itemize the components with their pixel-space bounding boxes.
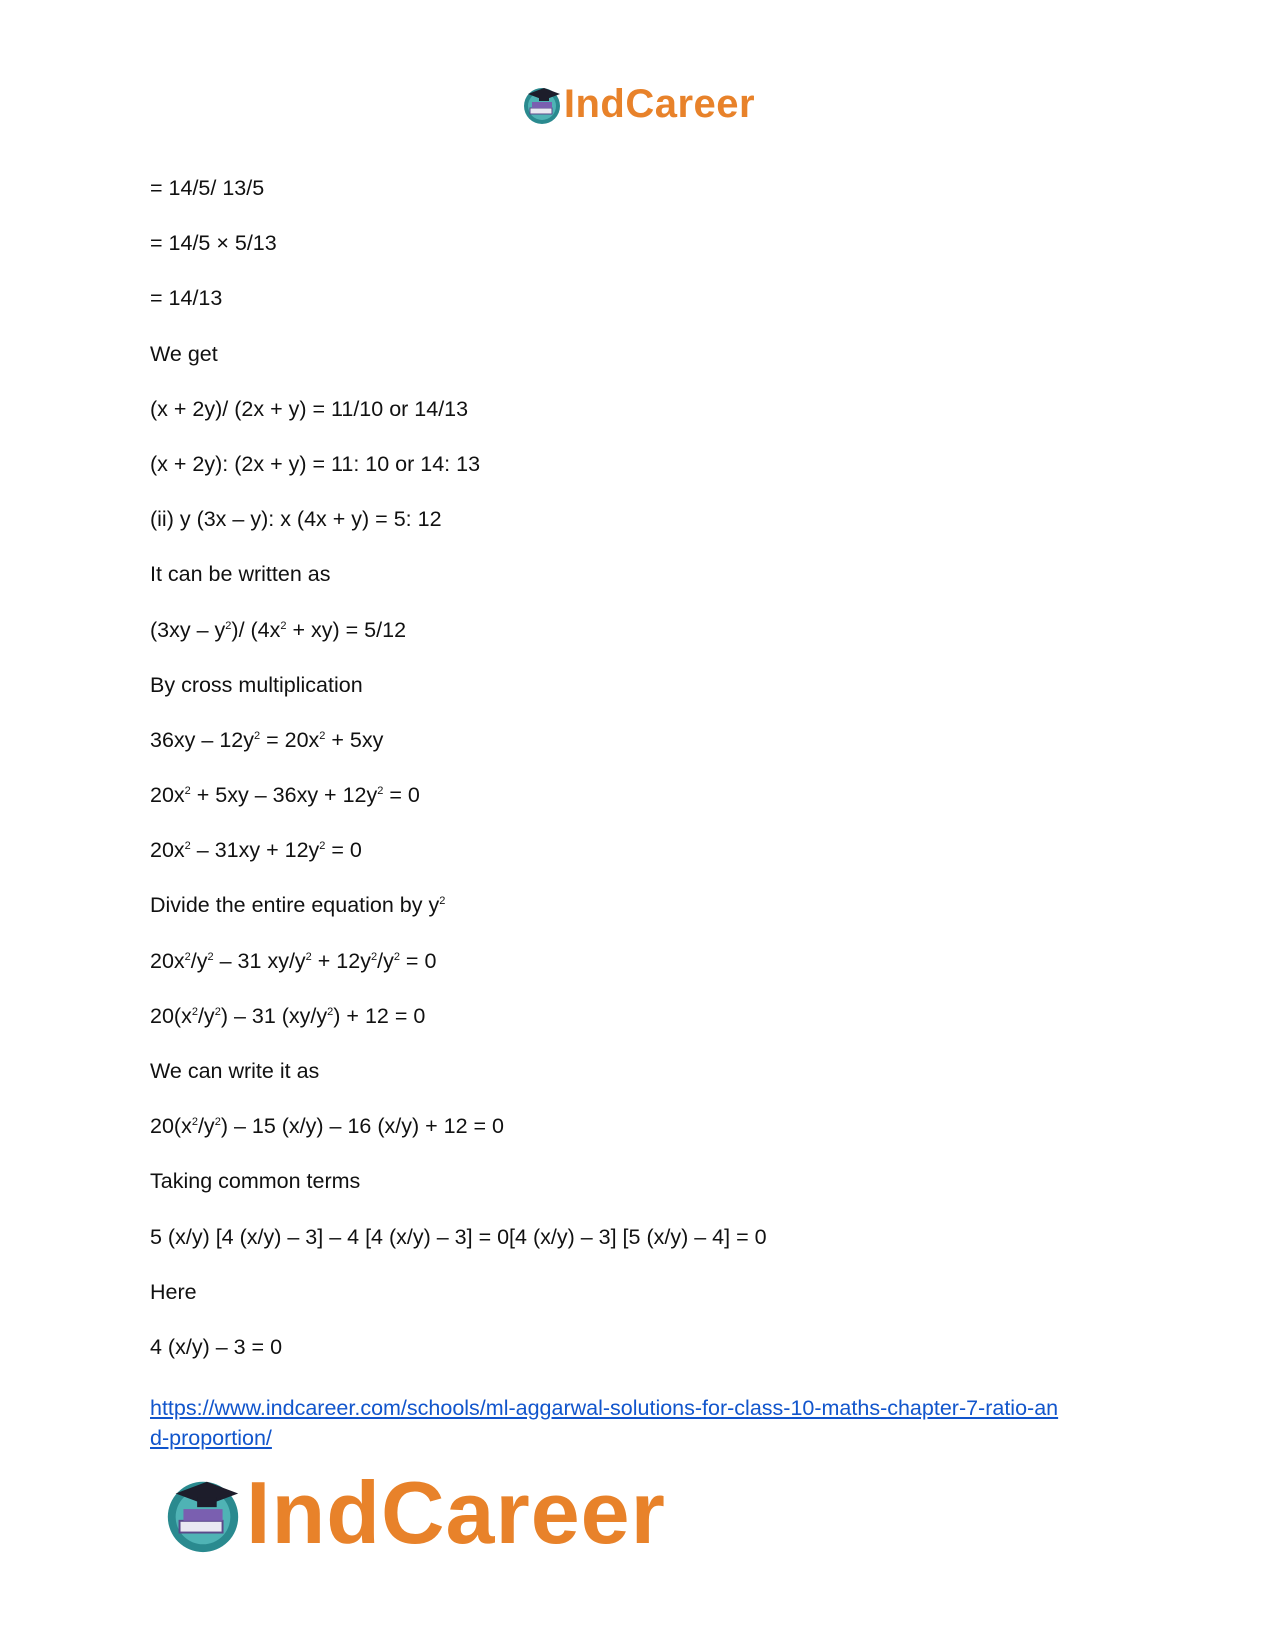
source-link-line-1[interactable]: https://www.indcareer.com/schools/ml-aggarwal-solutions-for-class-10-maths-chapter-7-ratio-an — [150, 1396, 1059, 1420]
equation-line: (ii) y (3x – y): x (4x + y) = 5: 12 — [150, 507, 442, 532]
equation-line: = 14/13 — [150, 286, 223, 311]
equation-line: (x + 2y): (2x + y) = 11: 10 or 14: 13 — [150, 451, 481, 476]
text-line: It can be written as — [150, 562, 331, 587]
indcareer-logo — [520, 82, 755, 126]
logo-wordmark: IndCareer — [246, 1463, 666, 1562]
equation-line: 4 (x/y) – 3 = 0 — [150, 1334, 283, 1359]
equation-line: $20(x^2/y^2) - 31$ $(xy/y^2) + 12 = 0$ — [150, 1003, 426, 1028]
equation-line: (x + 2y)/ (2x + y) = 11/10 or 14/13 — [150, 396, 469, 421]
equation-line: $(3xy - y^2)/$ $(4x^2 + xy) = 5/12$ — [150, 617, 407, 642]
document-body — [150, 174, 1130, 1388]
equation-line: $20(x^2/y^2) - 15$ (x/y) – 16 (x/y) + 12 = 0 — [150, 1114, 505, 1139]
graduation-globe-icon — [160, 1470, 246, 1556]
source-link[interactable] — [150, 1393, 1130, 1453]
equation-line: $20x^2/y^2 - 31$ $xy/y^2 + 12y^2/y^2 = 0$ — [150, 948, 437, 973]
text-line: Divide the entire equation by $y^2$ — [150, 893, 446, 918]
header-logo — [0, 78, 1275, 130]
equation-line: = 14/5/ 13/5 — [150, 176, 265, 200]
equation-line: $20x^2 - 31xy + 12y^2 = 0$ — [150, 838, 362, 863]
text-line: By cross multiplication — [150, 672, 363, 697]
source-link-line-2[interactable]: d-proportion/ — [150, 1426, 272, 1450]
equation-line: $36xy - 12y^2 = 20x^2 + 5xy$ — [150, 727, 384, 752]
text-line: Here — [150, 1279, 197, 1304]
graduation-globe-icon — [520, 82, 564, 126]
equation-line: 5 (x/y) [4 (x/y) – 3] – 4 [4 (x/y) – 3] = 0[4 (x/y) – 3] [5 (x/y) – 4] = 0 — [150, 1224, 767, 1249]
text-line: We can write it as — [150, 1059, 320, 1083]
text-line: We get — [150, 341, 218, 366]
indcareer-logo — [160, 1463, 666, 1562]
equation-line: = 14/5 × 5/13 — [150, 231, 277, 256]
footer-logo — [160, 1463, 666, 1562]
equation-line: $20x^2 + 5xy - 36xy + 12y^2 = 0$ — [150, 783, 420, 808]
logo-wordmark: IndCareer — [563, 82, 756, 126]
text-line: Taking common terms — [150, 1169, 361, 1194]
